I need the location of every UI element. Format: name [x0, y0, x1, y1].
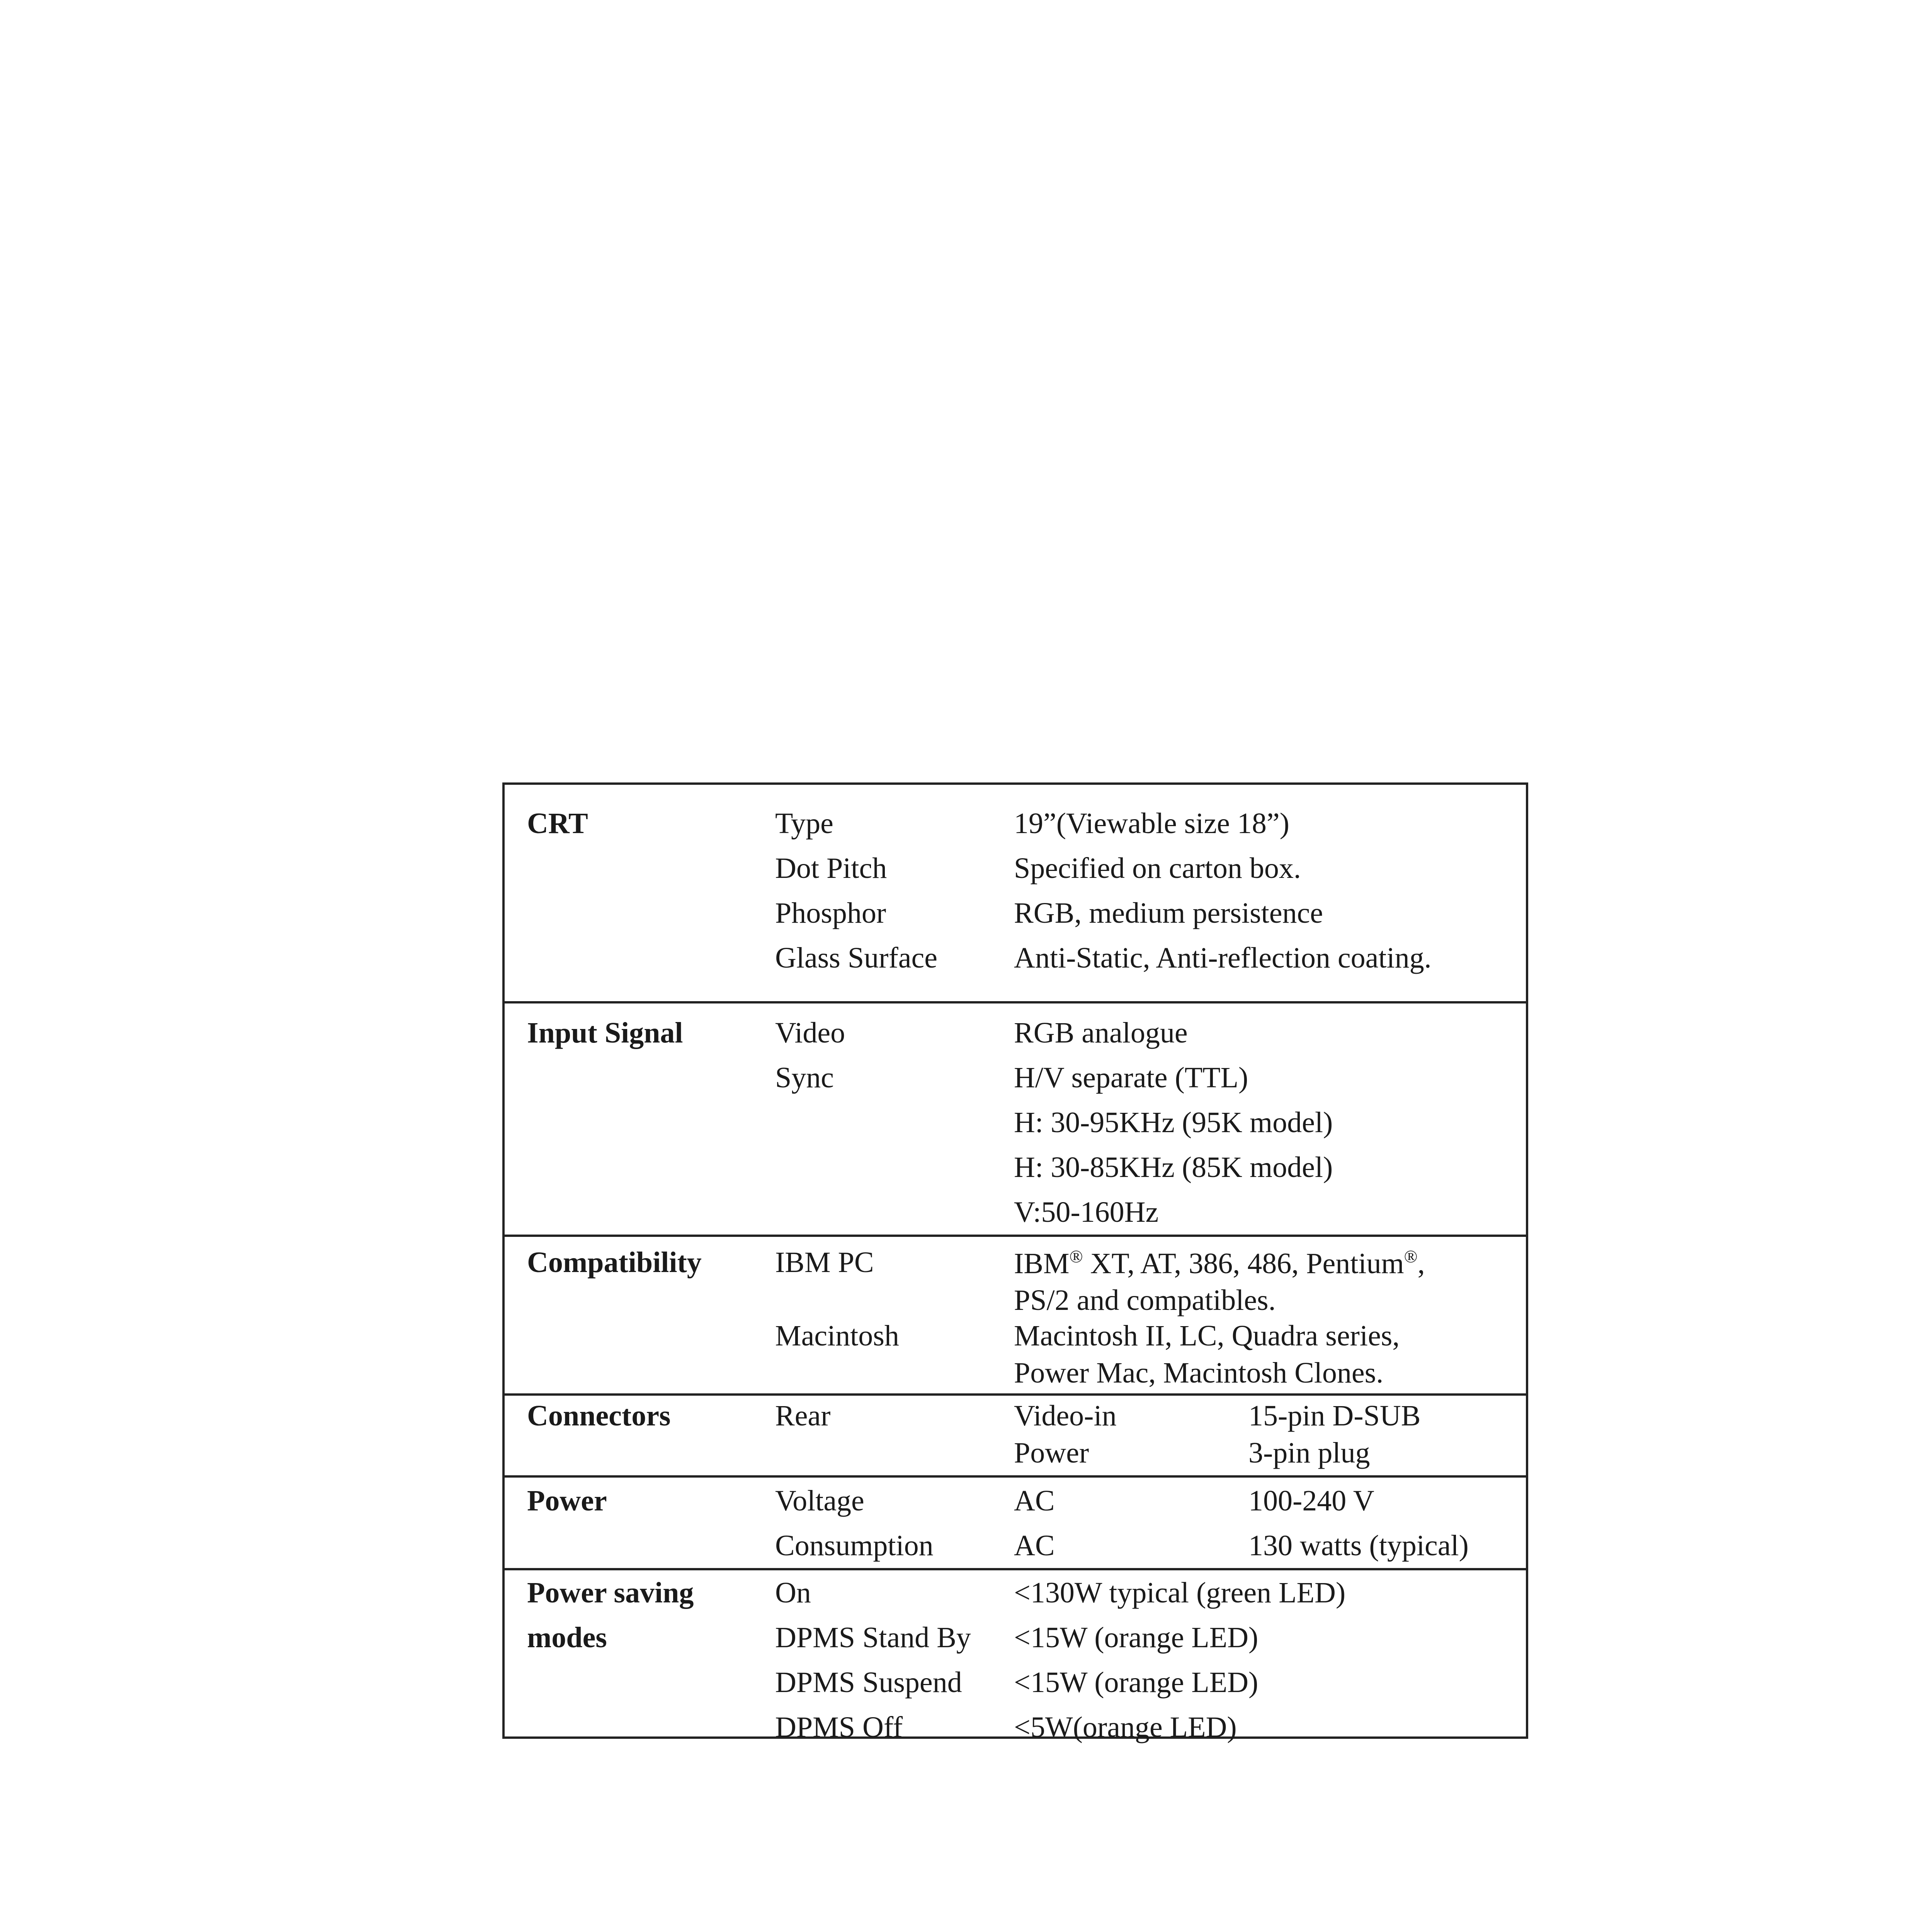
- rear-label: Rear: [775, 1400, 831, 1432]
- voltage-label: Voltage: [775, 1485, 864, 1517]
- sync-value: H: 30-95KHz (95K model): [1014, 1106, 1333, 1139]
- macintosh-label: Macintosh: [775, 1320, 899, 1352]
- input-signal-heading: Input Signal: [527, 1017, 683, 1049]
- crt-dot-pitch-value: Specified on carton box.: [1014, 852, 1301, 884]
- mode-value: <15W (orange LED): [1014, 1666, 1259, 1699]
- mode-label: DPMS Suspend: [775, 1666, 962, 1699]
- compatibility-heading: Compatibility: [527, 1246, 702, 1279]
- voltage-value: 100-240 V: [1248, 1485, 1374, 1517]
- connector-spec: 15-pin D-SUB: [1248, 1400, 1421, 1432]
- sync-value: V:50-160Hz: [1014, 1196, 1159, 1228]
- sync-value: H/V separate (TTL): [1014, 1061, 1248, 1094]
- section-compatibility: [505, 1237, 1526, 1393]
- section-input-signal: [505, 1003, 1526, 1235]
- crt-dot-pitch-label: Dot Pitch: [775, 852, 887, 884]
- section-crt: [505, 785, 1526, 1001]
- consumption-type: AC: [1014, 1529, 1055, 1562]
- power-heading: Power: [527, 1485, 607, 1517]
- macintosh-value-line2: Power Mac, Macintosh Clones.: [1014, 1357, 1384, 1389]
- section-power-saving: [505, 1570, 1526, 1743]
- crt-type-value: 19”(Viewable size 18”): [1014, 807, 1289, 840]
- ibm-pc-value-line1: [1014, 1248, 1425, 1278]
- mode-label: DPMS Off: [775, 1711, 903, 1743]
- connector-name: Video-in: [1014, 1400, 1117, 1432]
- power-saving-heading: Power saving: [527, 1577, 694, 1609]
- mode-label: DPMS Stand By: [775, 1621, 971, 1654]
- comma-text: ,: [1417, 1247, 1425, 1280]
- voltage-type: AC: [1014, 1485, 1055, 1517]
- mode-value: <5W(orange LED): [1014, 1711, 1237, 1743]
- video-label: Video: [775, 1017, 845, 1049]
- power-saving-heading-line2: modes: [527, 1621, 607, 1654]
- crt-heading: CRT: [527, 807, 588, 840]
- mode-label: On: [775, 1577, 811, 1609]
- mode-value: <130W typical (green LED): [1014, 1577, 1346, 1609]
- crt-phosphor-value: RGB, medium persistence: [1014, 897, 1323, 929]
- macintosh-value-line1: Macintosh II, LC, Quadra series,: [1014, 1320, 1400, 1352]
- registered-mark: ®: [1069, 1247, 1083, 1266]
- crt-type-label: Type: [775, 807, 833, 840]
- mode-value: <15W (orange LED): [1014, 1621, 1259, 1654]
- connectors-heading: Connectors: [527, 1400, 671, 1432]
- spec-table: [502, 782, 1528, 1743]
- ibm-pc-label: IBM PC: [775, 1246, 874, 1279]
- consumption-value: 130 watts (typical): [1248, 1529, 1469, 1562]
- section-power: [505, 1478, 1526, 1568]
- sync-label: Sync: [775, 1061, 834, 1094]
- sync-value: H: 30-85KHz (85K model): [1014, 1151, 1333, 1184]
- consumption-label: Consumption: [775, 1529, 934, 1562]
- registered-mark: ®: [1404, 1247, 1418, 1266]
- crt-glass-value: Anti-Static, Anti-reflection coating.: [1014, 942, 1432, 974]
- crt-phosphor-label: Phosphor: [775, 897, 886, 929]
- ibm-pc-value-line2: PS/2 and compatibles.: [1014, 1284, 1276, 1316]
- connector-spec: 3-pin plug: [1248, 1437, 1370, 1469]
- ibm-text: IBM: [1014, 1247, 1070, 1280]
- connector-name: Power: [1014, 1437, 1089, 1469]
- section-connectors: [505, 1396, 1526, 1475]
- ibm-models-text: XT, AT, 386, 486, Pentium: [1083, 1247, 1404, 1280]
- crt-glass-label: Glass Surface: [775, 942, 937, 974]
- video-value: RGB analogue: [1014, 1017, 1188, 1049]
